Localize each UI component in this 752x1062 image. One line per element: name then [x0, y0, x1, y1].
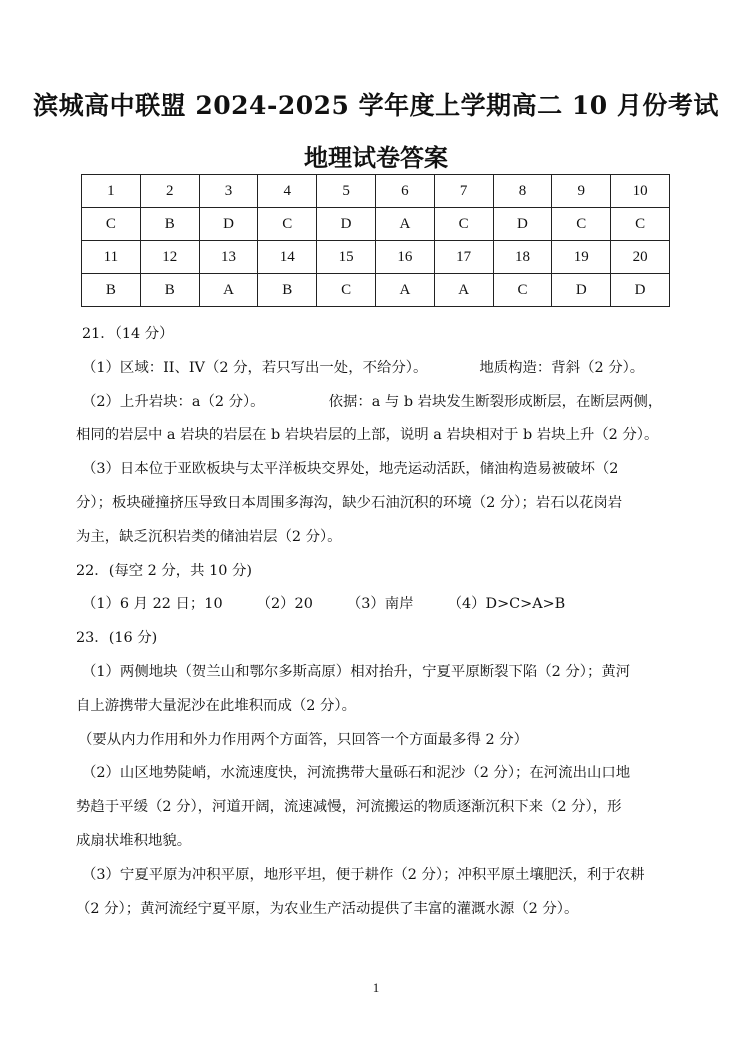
table-cell: 7	[434, 175, 493, 208]
table-cell: 15	[317, 241, 376, 274]
question-23-part-2: （2）山区地势陡峭，水流速度快，河流携带大量砾石和泥沙（2 分）；在河流出山口地	[82, 765, 631, 782]
table-cell: 11	[82, 241, 141, 274]
table-cell: C	[258, 208, 317, 241]
q21-part-1-structure: 地质构造：背斜（2 分）。	[479, 359, 645, 376]
table-cell: C	[317, 274, 376, 307]
question-23-part-2-cont: 势趋于平缓（2 分），河道开阔，流速减慢，河流搬运的物质逐渐沉积下来（2 分），形	[76, 799, 622, 816]
question-23-note: （要从内力作用和外力作用两个方面答，只回答一个方面最多得 2 分）	[78, 731, 529, 748]
q22-answer-4: （4）D>C>A>B	[447, 596, 566, 613]
question-23-part-3: （3）宁夏平原为冲积平原，地形平坦，便于耕作（2 分）；冲积平原土壤肥沃，利于农耕	[82, 866, 645, 883]
question-23-part-1-cont: 自上游携带大量泥沙在此堆积而成（2 分）。	[76, 697, 356, 714]
question-21-part-1	[82, 352, 672, 386]
page-title: 滨城高中联盟 2024-2025 学年度上学期高二 10 月份考试	[33, 91, 719, 120]
table-cell: B	[258, 274, 317, 307]
table-cell: 13	[199, 241, 258, 274]
question-21-part-3-cont: 分）；板块碰撞挤压导致日本周围多海沟，缺少石油沉积的环境（2 分）；岩石以花岗岩	[76, 494, 623, 511]
table-cell: A	[199, 274, 258, 307]
question-21-part-2-cont: 相同的岩层中 a 岩块的岩层在 b 岩块岩层的上部，说明 a 岩块相对于 b 岩块上升（2 分）。	[76, 427, 659, 444]
table-cell: B	[82, 274, 141, 307]
q21-part-2-basis: 依据：a 与 b 岩块发生断裂形成断层，在断层两侧，	[328, 393, 663, 410]
q21-part-2-block: （2）上升岩块：a（2 分）。	[82, 393, 265, 410]
answer-content	[76, 318, 672, 926]
page-subtitle: 地理试卷答案	[304, 143, 448, 172]
table-cell: 5	[317, 175, 376, 208]
page-number: 1	[372, 980, 380, 995]
table-row	[82, 274, 670, 307]
table-cell: 4	[258, 175, 317, 208]
q22-answer-2: （2）20	[256, 596, 313, 613]
table-cell: 20	[611, 241, 670, 274]
question-21-part-3-end: 为主，缺乏沉积岩类的储油岩层（2 分）。	[76, 528, 342, 545]
question-22-heading: 22．(每空 2 分，共 10 分)	[76, 562, 253, 579]
table-cell: D	[552, 274, 611, 307]
question-22-answers	[82, 588, 672, 622]
q22-answer-3: （3）南岸	[346, 596, 414, 613]
question-23-heading: 23．(16 分)	[76, 630, 158, 647]
question-21-part-3: （3）日本位于亚欧板块与太平洋板块交界处，地壳运动活跃，储油构造易被破坏（2	[82, 461, 619, 478]
question-23-part-3-cont: （2 分）；黄河流经宁夏平原，为农业生产活动提供了丰富的灌溉水源（2 分）。	[76, 900, 579, 917]
table-cell: A	[375, 274, 434, 307]
question-21-heading: 21．（14 分）	[82, 326, 174, 342]
table-cell: D	[493, 208, 552, 241]
table-cell: 18	[493, 241, 552, 274]
question-23-part-1: （1）两侧地块（贺兰山和鄂尔多斯高原）相对抬升，宁夏平原断裂下陷（2 分）；黄河	[82, 663, 631, 680]
table-cell: C	[434, 208, 493, 241]
table-cell: C	[552, 208, 611, 241]
table-row	[82, 175, 670, 208]
table-cell: A	[434, 274, 493, 307]
answer-table	[81, 174, 670, 307]
table-cell: 3	[199, 175, 258, 208]
table-cell: C	[611, 208, 670, 241]
table-cell: 2	[140, 175, 199, 208]
table-cell: B	[140, 274, 199, 307]
table-cell: D	[199, 208, 258, 241]
table-cell: C	[82, 208, 141, 241]
table-cell: A	[375, 208, 434, 241]
table-cell: 10	[611, 175, 670, 208]
table-cell: 6	[375, 175, 434, 208]
table-cell: C	[493, 274, 552, 307]
table-cell: 1	[82, 175, 141, 208]
table-cell: D	[611, 274, 670, 307]
table-row	[82, 208, 670, 241]
q21-part-1-region: （1）区域：II、IV（2 分，若只写出一处，不给分）。	[82, 359, 428, 376]
question-23-part-2-end: 成扇状堆积地貌。	[76, 832, 192, 849]
table-cell: 16	[375, 241, 434, 274]
table-cell: 8	[493, 175, 552, 208]
table-cell: 9	[552, 175, 611, 208]
table-cell: 12	[140, 241, 199, 274]
q22-answer-1: （1）6 月 22 日；10	[82, 596, 223, 613]
table-row	[82, 241, 670, 274]
table-cell: 17	[434, 241, 493, 274]
table-cell: D	[317, 208, 376, 241]
table-cell: 19	[552, 241, 611, 274]
table-cell: B	[140, 208, 199, 241]
table-cell: 14	[258, 241, 317, 274]
question-21-part-2	[82, 386, 672, 420]
